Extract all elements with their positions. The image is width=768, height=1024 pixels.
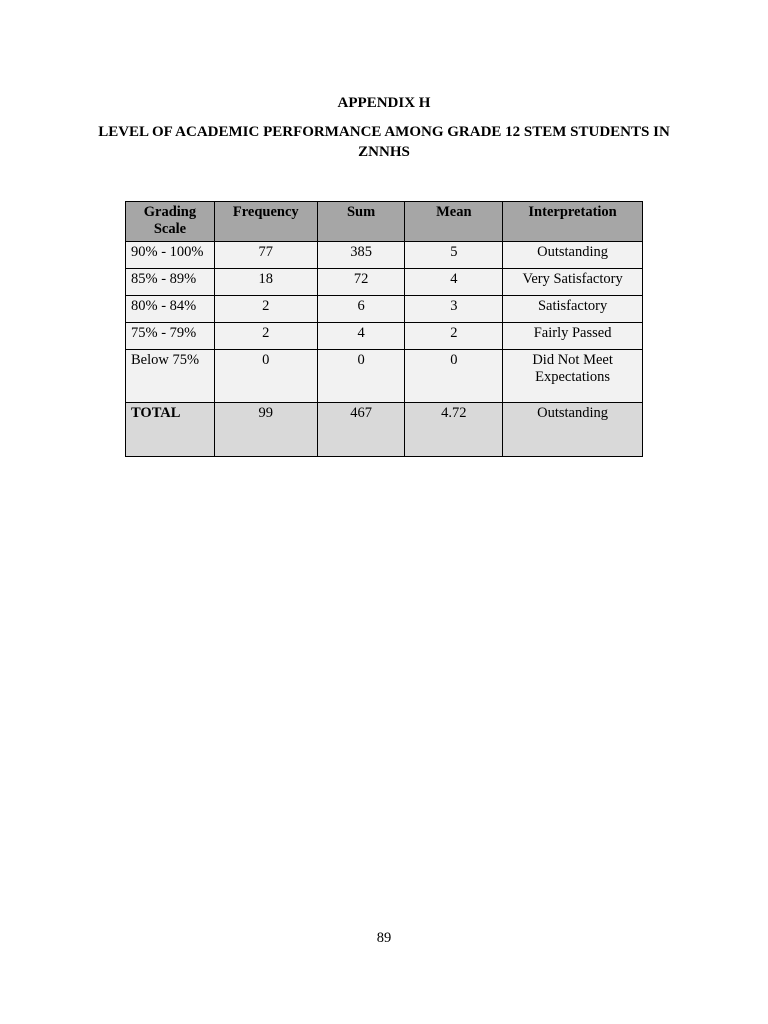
cell-frequency: 18 [214, 269, 317, 296]
header-frequency: Frequency [214, 202, 317, 242]
table-row [126, 242, 643, 269]
cell-frequency: 77 [214, 242, 317, 269]
cell-grading-scale: 75% - 79% [126, 323, 215, 350]
total-sum: 467 [317, 403, 405, 457]
cell-frequency: 2 [214, 323, 317, 350]
total-mean: 4.72 [405, 403, 503, 457]
cell-grading-scale: Below 75% [126, 350, 215, 403]
header-interpretation: Interpretation [503, 202, 643, 242]
cell-interpretation: Outstanding [503, 242, 643, 269]
table-header-row [126, 202, 643, 242]
cell-mean: 4 [405, 269, 503, 296]
cell-mean: 5 [405, 242, 503, 269]
total-label: TOTAL [126, 403, 215, 457]
cell-grading-scale: 80% - 84% [126, 296, 215, 323]
page-number: 89 [376, 930, 392, 946]
header-mean: Mean [405, 202, 503, 242]
table-row [126, 269, 643, 296]
header-sum: Sum [317, 202, 405, 242]
header-grading-scale: Grading Scale [126, 202, 215, 242]
cell-sum: 0 [317, 350, 405, 403]
cell-sum: 385 [317, 242, 405, 269]
cell-grading-scale: 90% - 100% [126, 242, 215, 269]
table-row [126, 350, 643, 403]
cell-mean: 3 [405, 296, 503, 323]
table-title: LEVEL OF ACADEMIC PERFORMANCE AMONG GRADE 12 STEM STUDENTS IN ZNNHS [98, 124, 670, 160]
cell-interpretation: Very Satisfactory [503, 269, 643, 296]
cell-interpretation: Did Not Meet Expectations [503, 350, 643, 403]
cell-sum: 4 [317, 323, 405, 350]
cell-frequency: 2 [214, 296, 317, 323]
table-row [126, 296, 643, 323]
cell-grading-scale: 85% - 89% [126, 269, 215, 296]
cell-interpretation: Satisfactory [503, 296, 643, 323]
cell-interpretation: Fairly Passed [503, 323, 643, 350]
appendix-label: APPENDIX H [337, 95, 431, 111]
cell-mean: 0 [405, 350, 503, 403]
cell-frequency: 0 [214, 350, 317, 403]
total-interpretation: Outstanding [503, 403, 643, 457]
table-row [126, 323, 643, 350]
cell-sum: 6 [317, 296, 405, 323]
cell-sum: 72 [317, 269, 405, 296]
table-total-row [126, 403, 643, 457]
performance-table [125, 201, 643, 457]
cell-mean: 2 [405, 323, 503, 350]
total-frequency: 99 [214, 403, 317, 457]
